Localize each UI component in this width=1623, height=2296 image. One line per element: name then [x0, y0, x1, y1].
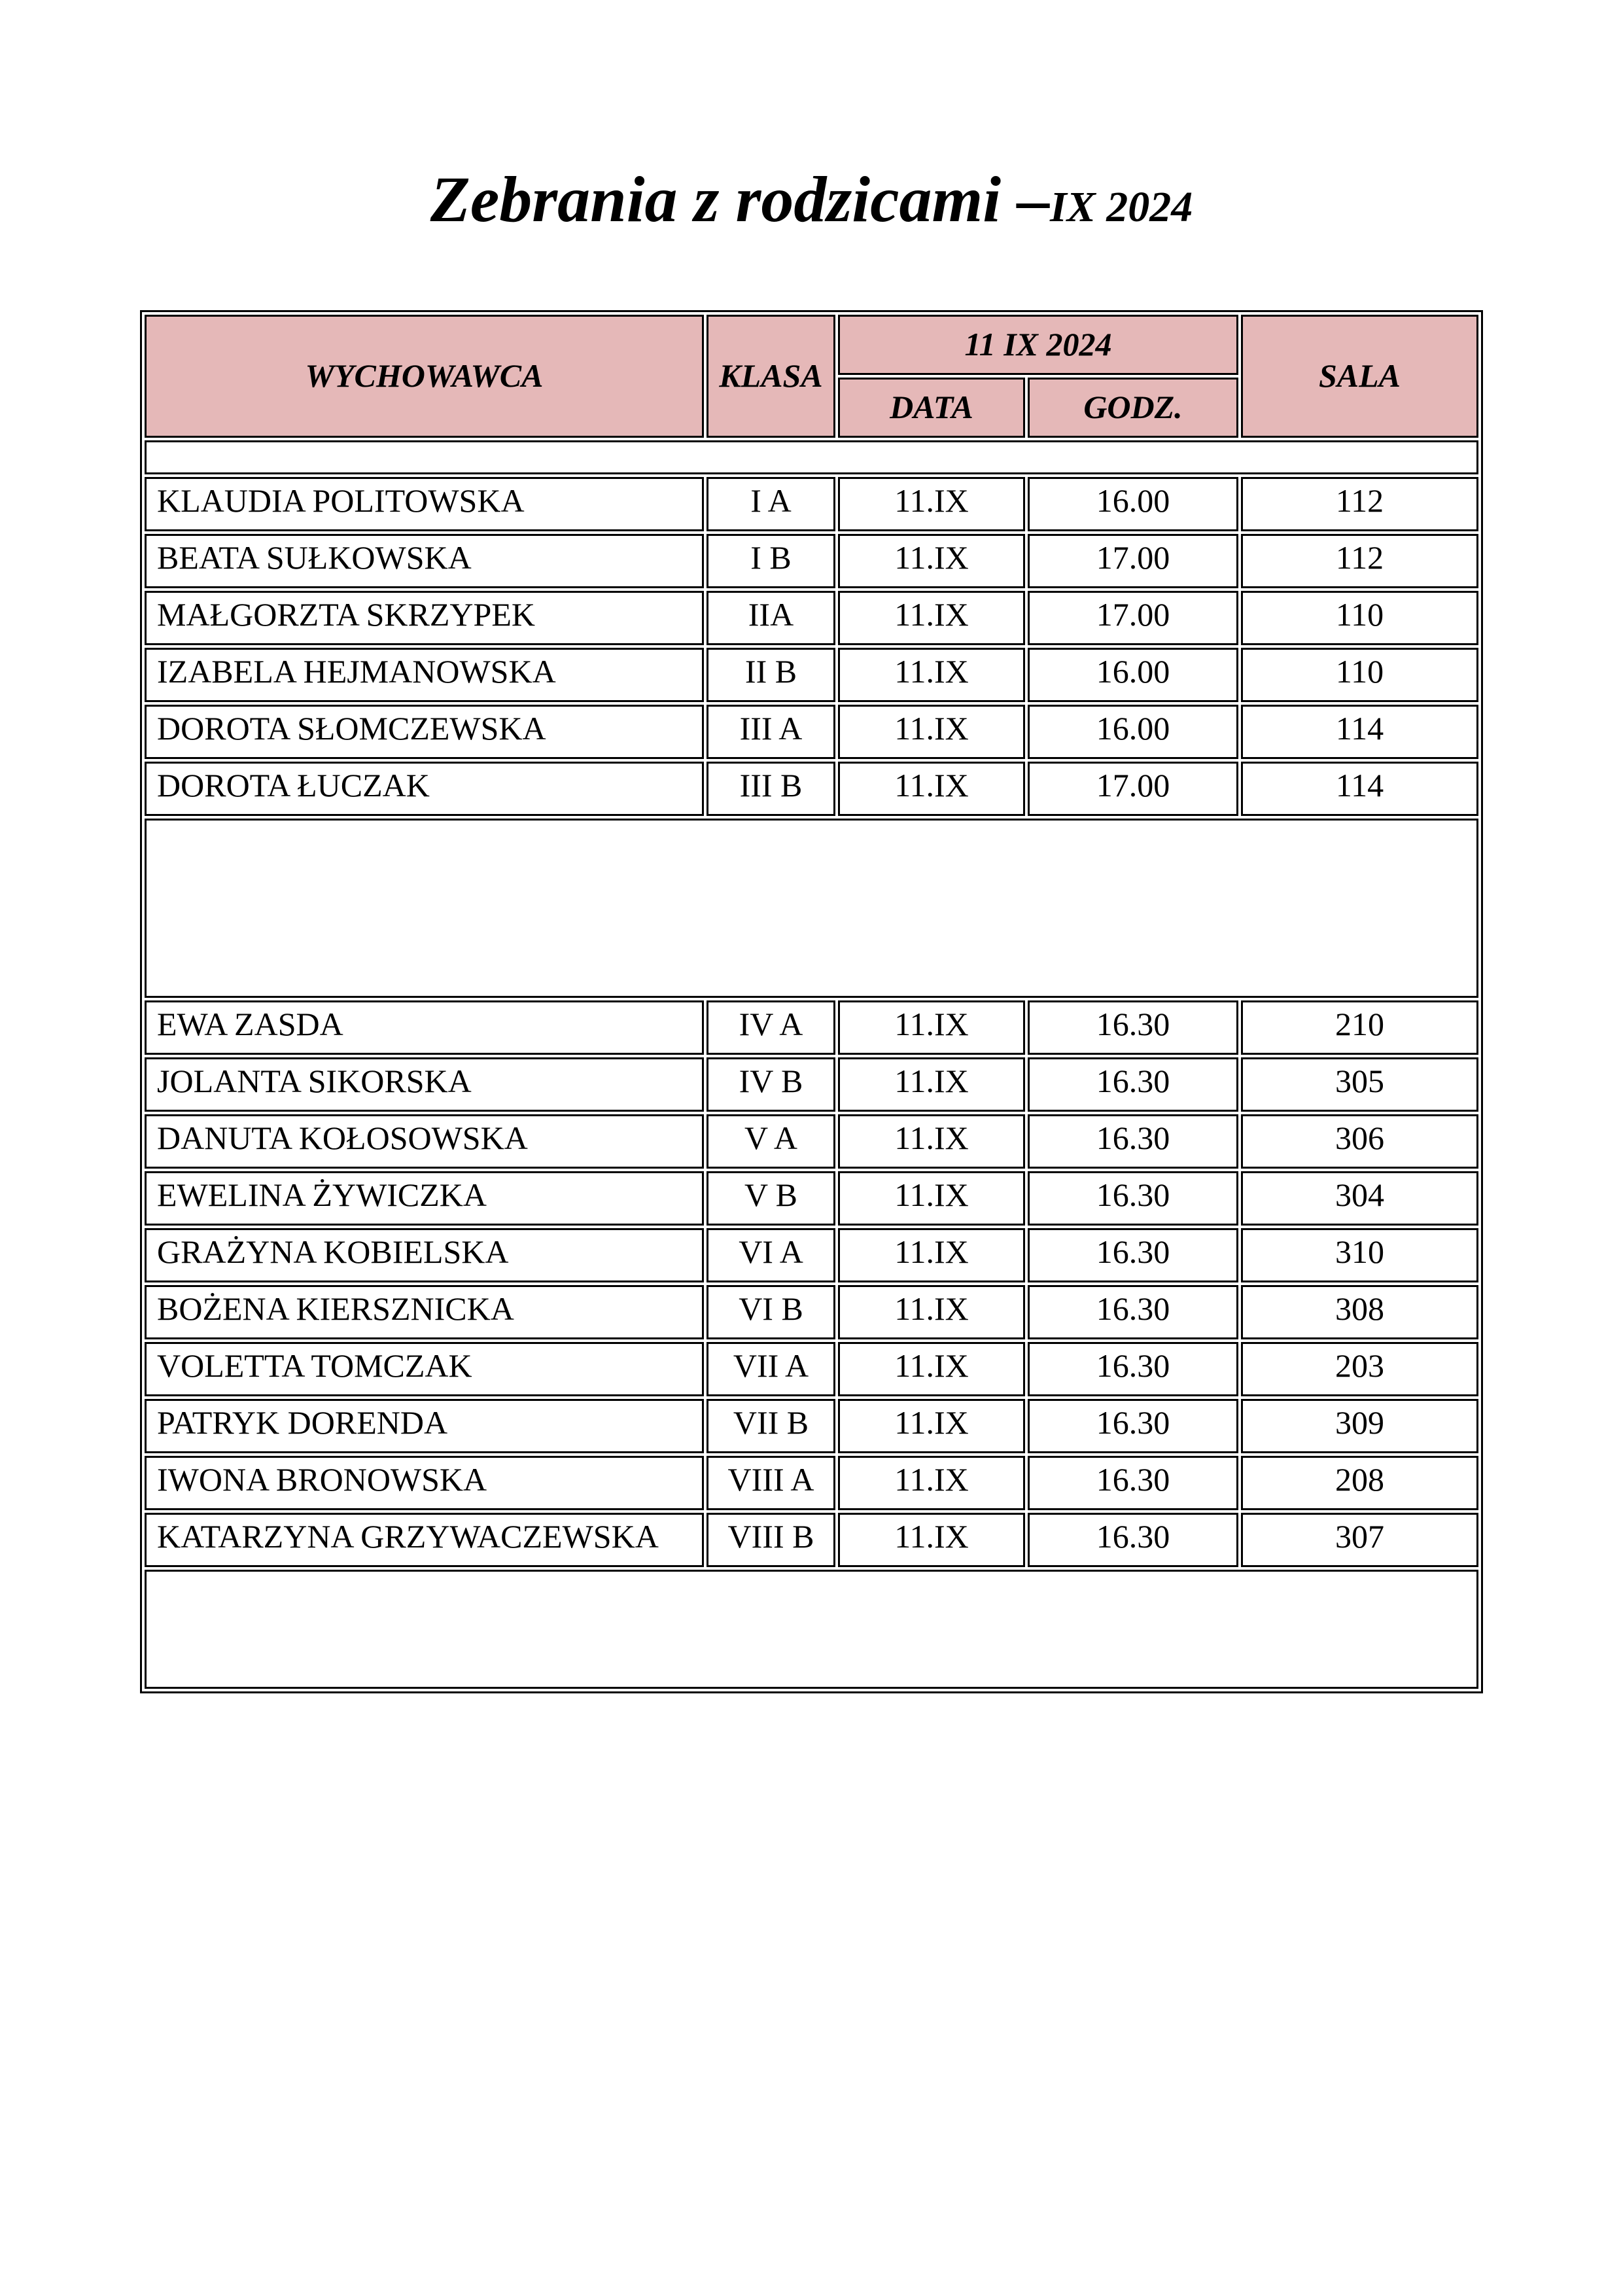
page-title-main: Zebrania z rodzicami – [430, 163, 1051, 236]
cell-godz: 17.00 [1028, 534, 1238, 588]
cell-godz: 16.30 [1028, 1057, 1238, 1112]
cell-sala: 306 [1241, 1114, 1478, 1169]
table-row [145, 648, 1478, 702]
table-row [145, 1228, 1478, 1282]
cell-godz: 16.30 [1028, 1285, 1238, 1339]
cell-klasa: V A [707, 1114, 835, 1169]
cell-wychowawca: PATRYK DORENDA [145, 1399, 704, 1453]
header-wychowawca: WYCHOWAWCA [145, 315, 704, 438]
cell-klasa: II B [707, 648, 835, 702]
cell-data: 11.IX [838, 648, 1025, 702]
table-row [145, 1114, 1478, 1169]
cell-klasa: VI B [707, 1285, 835, 1339]
cell-data: 11.IX [838, 1456, 1025, 1510]
cell-klasa: III B [707, 762, 835, 816]
cell-data: 11.IX [838, 477, 1025, 531]
cell-godz: 16.30 [1028, 1342, 1238, 1396]
table-row [145, 1399, 1478, 1453]
cell-sala: 305 [1241, 1057, 1478, 1112]
cell-klasa: I B [707, 534, 835, 588]
header-sala: SALA [1241, 315, 1478, 438]
cell-godz: 16.00 [1028, 705, 1238, 759]
cell-data: 11.IX [838, 534, 1025, 588]
cell-sala: 208 [1241, 1456, 1478, 1510]
cell-klasa: VII B [707, 1399, 835, 1453]
table-row [145, 1285, 1478, 1339]
cell-godz: 16.30 [1028, 1000, 1238, 1055]
table-row [145, 705, 1478, 759]
cell-klasa: VIII B [707, 1513, 835, 1567]
cell-wychowawca: IWONA BRONOWSKA [145, 1456, 704, 1510]
cell-wychowawca: DOROTA SŁOMCZEWSKA [145, 705, 704, 759]
cell-sala: 112 [1241, 534, 1478, 588]
table-row [145, 591, 1478, 645]
cell-sala: 307 [1241, 1513, 1478, 1567]
cell-klasa: VIII A [707, 1456, 835, 1510]
header-godz: GODZ. [1028, 378, 1238, 438]
cell-godz: 16.30 [1028, 1399, 1238, 1453]
cell-klasa: IV A [707, 1000, 835, 1055]
cell-godz: 16.00 [1028, 648, 1238, 702]
cell-sala: 308 [1241, 1285, 1478, 1339]
table-row [145, 1456, 1478, 1510]
cell-godz: 16.30 [1028, 1513, 1238, 1567]
cell-wychowawca: BOŻENA KIERSZNICKA [145, 1285, 704, 1339]
cell-wychowawca: JOLANTA SIKORSKA [145, 1057, 704, 1112]
cell-data: 11.IX [838, 1171, 1025, 1226]
cell-wychowawca: DANUTA KOŁOSOWSKA [145, 1114, 704, 1169]
cell-wychowawca: DOROTA ŁUCZAK [145, 762, 704, 816]
cell-klasa: IV B [707, 1057, 835, 1112]
cell-data: 11.IX [838, 1057, 1025, 1112]
cell-sala: 309 [1241, 1399, 1478, 1453]
cell-sala: 210 [1241, 1000, 1478, 1055]
spacer-cell [145, 1570, 1478, 1689]
table-row [145, 762, 1478, 816]
cell-data: 11.IX [838, 591, 1025, 645]
cell-klasa: I A [707, 477, 835, 531]
cell-data: 11.IX [838, 1285, 1025, 1339]
cell-godz: 16.30 [1028, 1171, 1238, 1226]
cell-wychowawca: EWELINA ŻYWICZKA [145, 1171, 704, 1226]
meetings-table [140, 310, 1483, 1693]
cell-data: 11.IX [838, 1228, 1025, 1282]
cell-data: 11.IX [838, 1000, 1025, 1055]
cell-data: 11.IX [838, 762, 1025, 816]
table-row [145, 534, 1478, 588]
cell-klasa: III A [707, 705, 835, 759]
cell-sala: 114 [1241, 762, 1478, 816]
table-row [145, 1000, 1478, 1055]
table-row [145, 1057, 1478, 1112]
cell-data: 11.IX [838, 1342, 1025, 1396]
cell-godz: 17.00 [1028, 762, 1238, 816]
cell-wychowawca: KLAUDIA POLITOWSKA [145, 477, 704, 531]
cell-wychowawca: KATARZYNA GRZYWACZEWSKA [145, 1513, 704, 1567]
cell-sala: 110 [1241, 648, 1478, 702]
page-title-suffix: IX 2024 [1050, 183, 1193, 231]
spacer-cell [145, 819, 1478, 998]
spacer-cell [145, 440, 1478, 474]
cell-wychowawca: VOLETTA TOMCZAK [145, 1342, 704, 1396]
cell-godz: 16.30 [1028, 1114, 1238, 1169]
table-row [145, 1171, 1478, 1226]
cell-data: 11.IX [838, 705, 1025, 759]
cell-klasa: IIA [707, 591, 835, 645]
spacer-row-top [145, 440, 1478, 474]
cell-wychowawca: GRAŻYNA KOBIELSKA [145, 1228, 704, 1282]
cell-wychowawca: BEATA SUŁKOWSKA [145, 534, 704, 588]
cell-godz: 16.30 [1028, 1456, 1238, 1510]
page-title [0, 0, 1623, 236]
cell-sala: 112 [1241, 477, 1478, 531]
cell-sala: 310 [1241, 1228, 1478, 1282]
cell-godz: 16.00 [1028, 477, 1238, 531]
cell-godz: 16.30 [1028, 1228, 1238, 1282]
header-data: DATA [838, 378, 1025, 438]
table-row [145, 1342, 1478, 1396]
table-row [145, 477, 1478, 531]
cell-sala: 114 [1241, 705, 1478, 759]
cell-data: 11.IX [838, 1399, 1025, 1453]
cell-sala: 110 [1241, 591, 1478, 645]
cell-wychowawca: EWA ZASDA [145, 1000, 704, 1055]
cell-klasa: VI A [707, 1228, 835, 1282]
cell-sala: 304 [1241, 1171, 1478, 1226]
cell-klasa: VII A [707, 1342, 835, 1396]
header-date-group: 11 IX 2024 [838, 315, 1238, 375]
cell-sala: 203 [1241, 1342, 1478, 1396]
cell-data: 11.IX [838, 1114, 1025, 1169]
cell-wychowawca: IZABELA HEJMANOWSKA [145, 648, 704, 702]
spacer-row-middle [145, 819, 1478, 998]
header-klasa: KLASA [707, 315, 835, 438]
table-row [145, 1513, 1478, 1567]
cell-godz: 17.00 [1028, 591, 1238, 645]
header-row-1 [145, 315, 1478, 375]
cell-data: 11.IX [838, 1513, 1025, 1567]
cell-klasa: V B [707, 1171, 835, 1226]
cell-wychowawca: MAŁGORZTA SKRZYPEK [145, 591, 704, 645]
spacer-row-bottom [145, 1570, 1478, 1689]
